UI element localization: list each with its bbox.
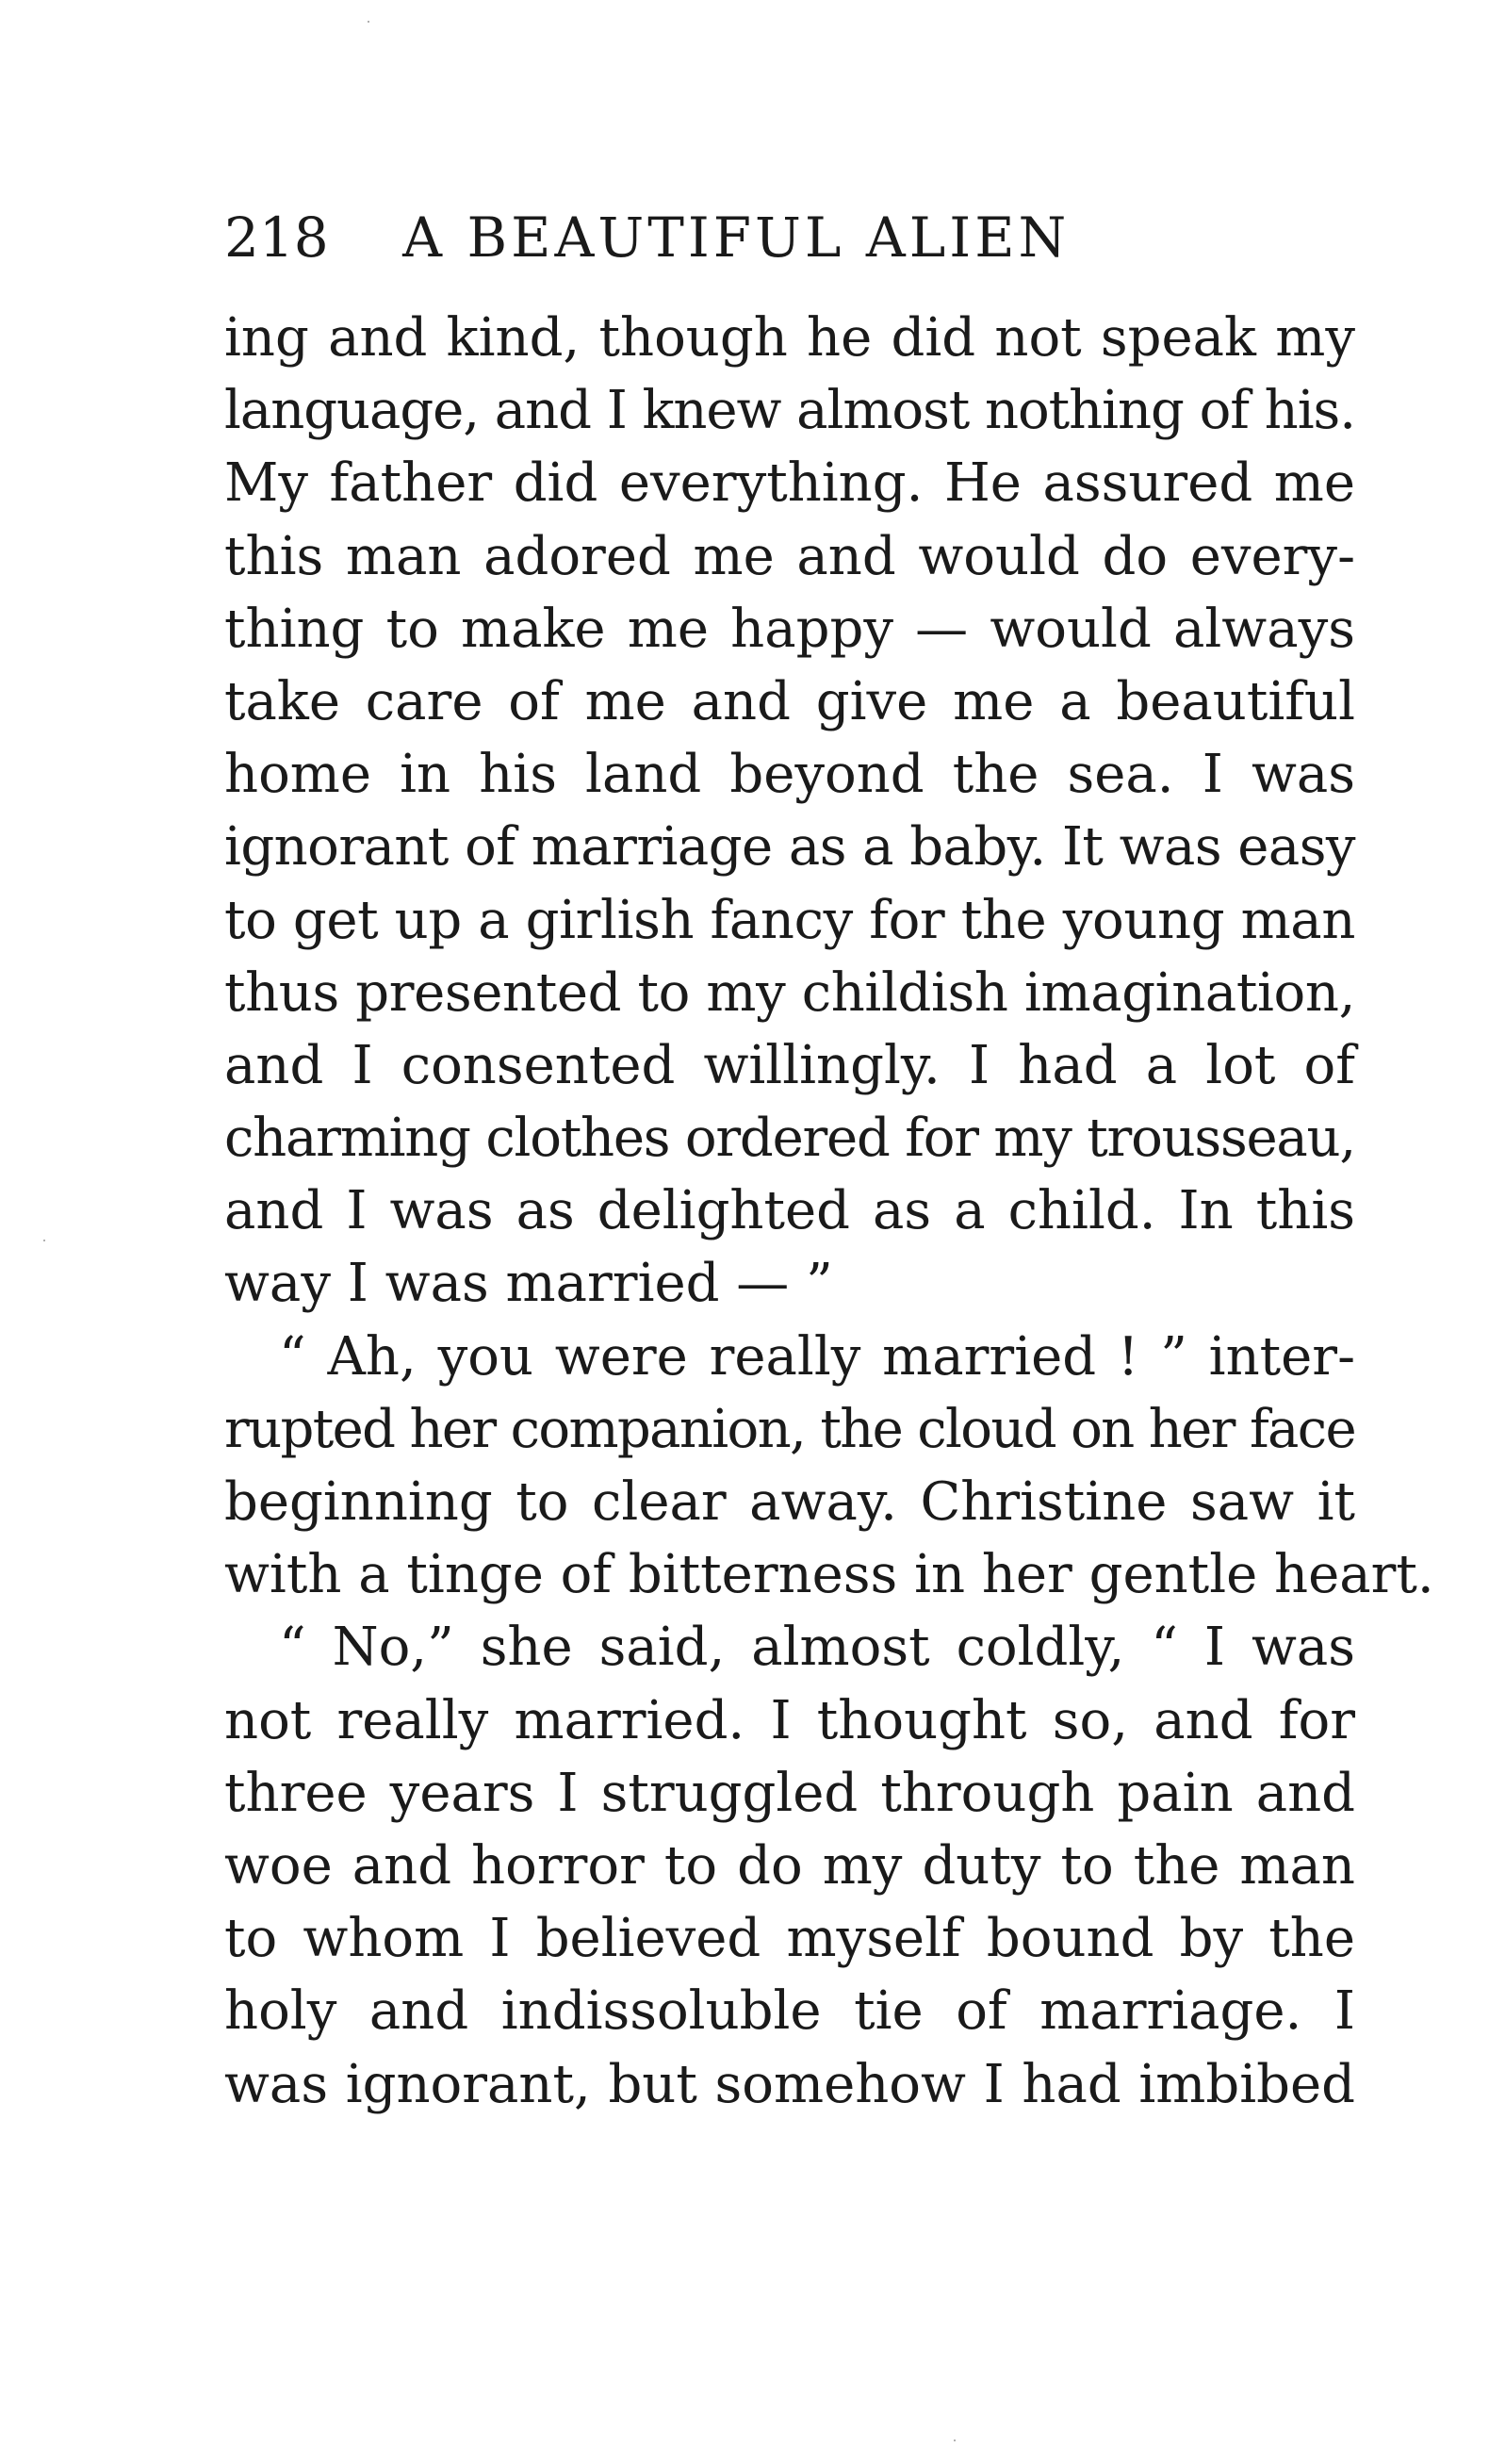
text-line: woe and horror to do my duty to the man: [224, 1834, 1355, 1897]
running-header: [224, 200, 1167, 275]
text-line: “ Ah, you were really married ! ” inter-: [279, 1325, 1355, 1388]
text-line: this man adored me and would do every-: [224, 525, 1355, 587]
scan-speck-left: [43, 1240, 45, 1241]
text-line: and I consented willingly. I had a lot of: [224, 1034, 1355, 1096]
scan-speck-top: [368, 21, 369, 23]
text-line: ing and kind, though he did not speak my: [224, 307, 1355, 369]
scan-speck-bottom: [954, 2439, 956, 2441]
text-line: rupted her companion, the cloud on her face: [224, 1398, 1356, 1460]
text-line: to whom I believed myself bound by the: [224, 1908, 1355, 1970]
text-line: with a tinge of bitterness in her gentle heart.: [224, 1544, 1434, 1606]
text-line: My father did everything. He assured me: [224, 452, 1355, 515]
running-title: A BEAUTIFUL ALIEN: [402, 205, 1071, 270]
text-line: home in his land beyond the sea. I was: [224, 744, 1355, 806]
text-line: three years I struggled through pain and: [224, 1762, 1355, 1824]
text-line: language, and I knew almost nothing of his.: [224, 380, 1355, 442]
text-line: to get up a girlish fancy for the young man: [224, 889, 1356, 951]
text-line: charming clothes ordered for my trousseau,: [224, 1108, 1355, 1170]
text-line: beginning to clear away. Christine saw it: [224, 1471, 1355, 1533]
body-text: [224, 302, 1434, 2121]
text-line: and I was as delighted as a child. In this: [224, 1180, 1355, 1242]
text-line: “ No,” she said, almost coldly, “ I was: [279, 1617, 1355, 1679]
text-line: not really married. I thought so, and for: [224, 1689, 1355, 1751]
text-line: was ignorant, but somehow I had imbibed: [224, 2053, 1355, 2115]
text-line: way I was married — ”: [224, 1253, 833, 1315]
text-line: take care of me and give me a beautiful: [224, 670, 1355, 732]
page-number: 218: [224, 205, 329, 270]
text-line: holy and indissoluble tie of marriage. I: [224, 1980, 1355, 2043]
text-line: ignorant of marriage as a baby. It was easy: [224, 816, 1355, 879]
text-line: thus presented to my childish imagination,: [224, 961, 1355, 1024]
text-line: thing to make me happy — would always: [224, 598, 1355, 660]
